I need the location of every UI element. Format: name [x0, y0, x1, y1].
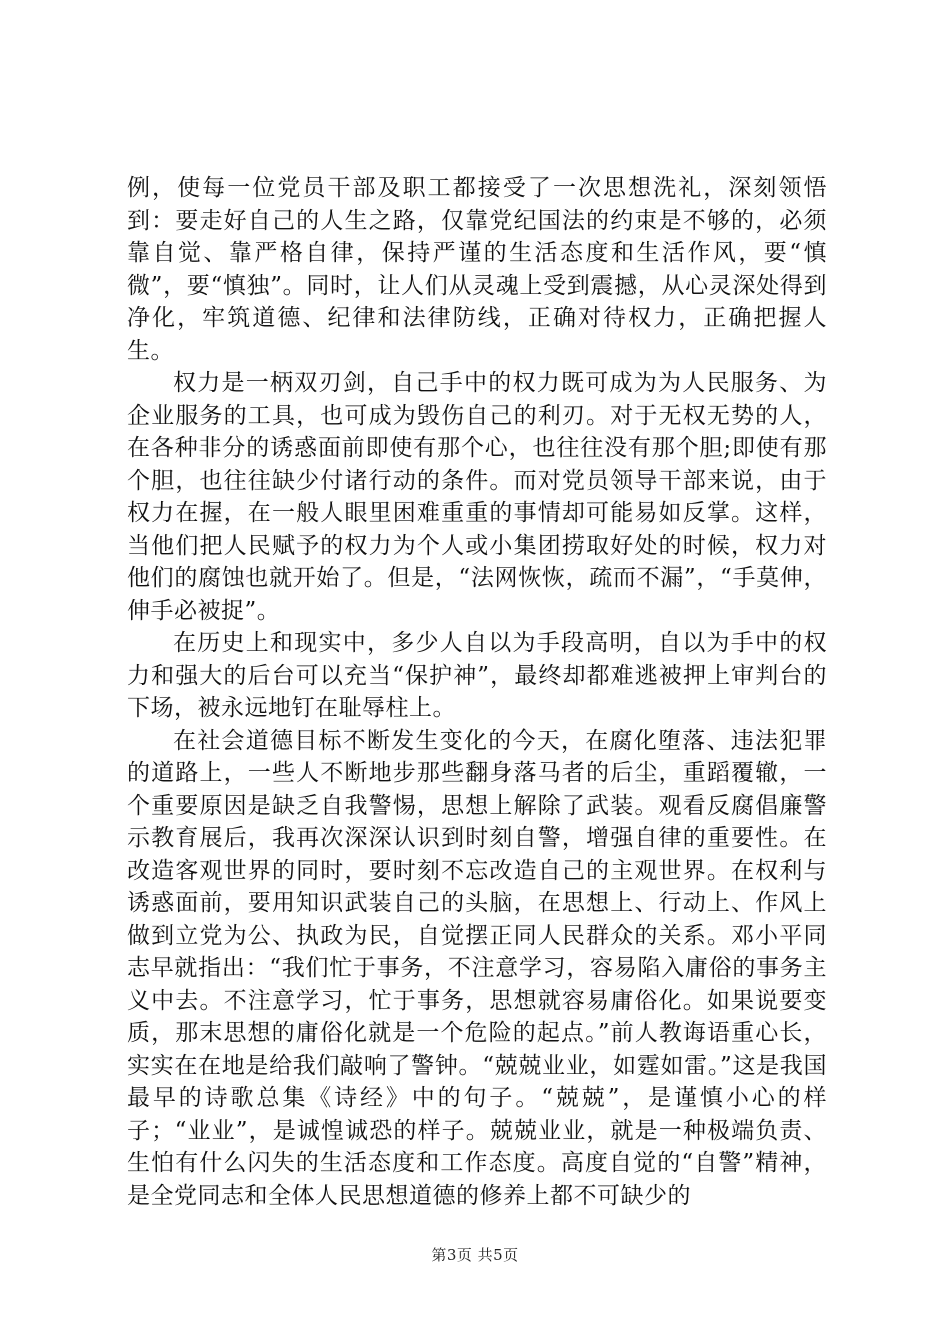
paragraph-history-and-reality: 在历史上和现实中，多少人自以为手段高明，自以为手中的权力和强大的后台可以充当“保护神”，最终却都难逃被押上审判台的下场，被永远地钉在耻辱柱上。 [127, 630, 827, 721]
document-body [127, 172, 827, 1212]
paragraph-continuation: 例，使每一位党员干部及职工都接受了一次思想洗礼，深刻领悟到：要走好自己的人生之路，仅靠党纪国法的约束是不够的，必须靠自觉、靠严格自律，保持严谨的生活态度和生活作风，要“慎微”，要“慎独”。同时，让人们从灵魂上受到震撼，从心灵深处得到净化，牢筑道德、纪律和法律防线，正确对待权力，正确把握人生。 [127, 175, 827, 364]
paragraph-power-double-edged-sword: 权力是一柄双刃剑，自己手中的权力既可成为为人民服务、为企业服务的工具，也可成为毁伤自己的利刃。对于无权无势的人，在各种非分的诱惑面前即使有那个心，也往往没有那个胆;即使有那个胆，也往往缺少付诸行动的条件。而对党员领导干部来说，由于权力在握，在一般人眼里困难重重的事情却可能易如反掌。这样，当他们把人民赋予的权力为个人或小集团捞取好处的时候，权力对他们的腐蚀也就开始了。但是，“法网恢恢，疏而不漏”，“手莫伸，伸手必被捉”。 [127, 370, 827, 624]
paragraph-self-vigilance: 在社会道德目标不断发生变化的今天，在腐化堕落、违法犯罪的道路上，一些人不断地步那些翻身落马者的后尘，重蹈覆辙，一个重要原因是缺乏自我警惕，思想上解除了武装。观看反腐倡廉警示教育展后，我再次深深认识到时刻自警，增强自律的重要性。在改造客观世界的同时，要时刻不忘改造自己的主观世界。在权利与诱惑面前，要用知识武装自己的头脑，在思想上、行动上、作风上做到立党为公、执政为民，自觉摆正同人民群众的关系。邓小平同志早就指出：“我们忙于事务，不注意学习，容易陷入庸俗的事务主义中去。不注意学习，忙于事务，思想就容易庸俗化。如果说要变质，那末思想的庸俗化就是一个危险的起点。”前人教诲语重心长，实实在在地是给我们敲响了警钟。“兢兢业业，如霆如雷。”这是我国最早的诗歌总集《诗经》中的句子。“兢兢”，是谨慎小心的样子；“业业”，是诚惶诚恐的样子。兢兢业业，就是一种极端负责、生怕有什么闪失的生活态度和工作态度。高度自觉的“自警”精神，是全党同志和全体人民思想道德的修养上都不可缺少的 [127, 727, 827, 1209]
page-footer: 第3页 共5页 [431, 1246, 519, 1264]
